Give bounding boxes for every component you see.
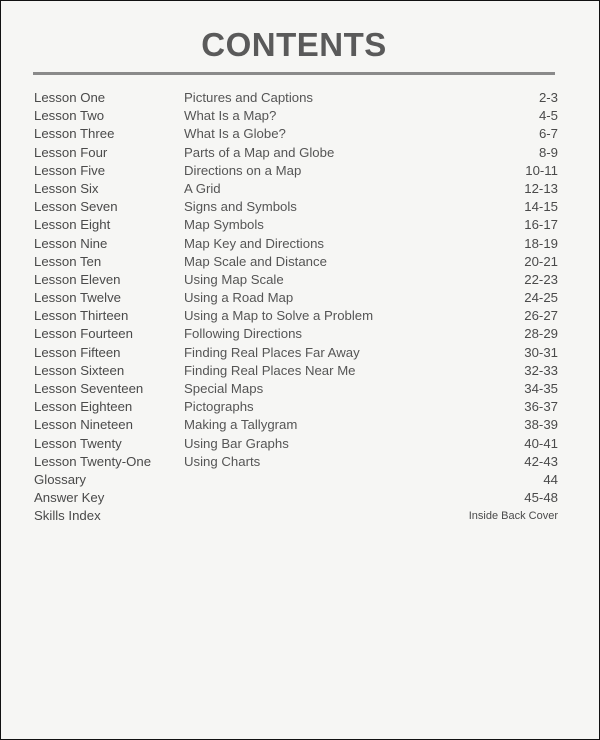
toc-pages: 38-39 xyxy=(524,417,558,433)
toc-topic: A Grid xyxy=(184,180,221,196)
toc-pages: 18-19 xyxy=(524,235,558,251)
toc-pages: 20-21 xyxy=(524,253,558,269)
toc-pages: 6-7 xyxy=(538,126,558,142)
toc-topic: Map Key and Directions xyxy=(184,235,325,251)
toc-pages: 16-17 xyxy=(524,217,558,233)
toc-lesson: Lesson Six xyxy=(34,180,99,196)
toc-lesson: Lesson Five xyxy=(34,162,106,178)
toc-lesson: Lesson Ten xyxy=(34,253,102,269)
toc-topic: Pictographs xyxy=(184,399,254,415)
toc-lesson: Lesson Eighteen xyxy=(34,399,133,415)
toc-lesson: Lesson Fourteen xyxy=(34,326,133,342)
toc-pages: 45-48 xyxy=(524,490,558,506)
toc-row xyxy=(34,289,558,307)
toc-pages: 24-25 xyxy=(524,290,558,306)
toc-topic: Using a Road Map xyxy=(184,290,294,306)
toc-row xyxy=(34,235,558,253)
toc-row xyxy=(34,325,558,343)
toc-pages: 10-11 xyxy=(525,162,558,178)
toc-topic: Special Maps xyxy=(184,381,264,396)
toc-pages: 36-37 xyxy=(524,399,558,415)
toc-topic: Using a Map to Solve a Problem xyxy=(184,308,374,324)
toc-row xyxy=(34,162,558,180)
toc-lesson: Lesson Twenty xyxy=(34,435,122,451)
toc-pages: 2-3 xyxy=(538,90,558,105)
toc-row xyxy=(34,180,558,198)
toc-row xyxy=(34,89,558,107)
toc-pages: 28-29 xyxy=(524,326,558,342)
toc-topic: Using Map Scale xyxy=(184,271,284,287)
toc-row xyxy=(34,507,558,525)
toc-row xyxy=(34,398,558,416)
toc-row xyxy=(34,271,558,289)
toc-lesson: Lesson Seventeen xyxy=(34,381,144,396)
toc-row xyxy=(34,344,558,362)
toc-lesson: Lesson Fifteen xyxy=(34,344,121,360)
toc-topic: Using Bar Graphs xyxy=(184,435,289,451)
toc-row xyxy=(34,362,558,380)
toc-pages: 22-23 xyxy=(524,271,558,287)
toc-row xyxy=(34,253,558,271)
toc-topic: Following Directions xyxy=(184,326,302,342)
toc-lesson: Lesson Twelve xyxy=(34,290,121,306)
toc-row xyxy=(34,471,558,489)
toc-lesson: Answer Key xyxy=(34,490,105,506)
toc-lesson: Lesson Sixteen xyxy=(34,362,125,378)
toc-lesson: Skills Index xyxy=(34,508,101,524)
toc-row xyxy=(34,416,558,434)
toc-topic: Finding Real Places Far Away xyxy=(184,344,360,360)
page-title: CONTENTS xyxy=(201,26,387,63)
title-rule xyxy=(33,72,555,75)
toc-topic: What Is a Map? xyxy=(184,108,277,124)
toc-row xyxy=(34,144,558,162)
toc-lesson: Lesson Three xyxy=(34,126,115,142)
toc-lesson: Lesson Thirteen xyxy=(34,308,129,324)
toc-row xyxy=(34,453,558,471)
toc-pages: 30-31 xyxy=(524,344,558,360)
toc-topic: Using Charts xyxy=(184,453,261,469)
toc-lesson: Lesson Twenty-One xyxy=(34,453,152,469)
toc-pages: 34-35 xyxy=(524,381,558,396)
toc-pages: 4-5 xyxy=(538,108,558,124)
toc-row xyxy=(34,380,558,398)
toc-pages: 40-41 xyxy=(524,435,558,451)
toc-row xyxy=(34,125,558,143)
toc-topic: Signs and Symbols xyxy=(184,199,297,215)
toc-topic: Making a Tallygram xyxy=(184,417,298,433)
toc-topic: Map Symbols xyxy=(184,217,264,233)
toc-pages: 42-43 xyxy=(524,453,558,469)
toc-lesson: Lesson One xyxy=(34,90,106,105)
toc-lesson: Lesson Seven xyxy=(34,199,118,215)
toc-topic: Finding Real Places Near Me xyxy=(184,362,356,378)
toc-pages: 8-9 xyxy=(538,144,558,160)
toc-lesson: Lesson Nine xyxy=(34,235,108,251)
toc-topic: Parts of a Map and Globe xyxy=(184,144,335,160)
toc-row xyxy=(34,216,558,234)
toc-lesson: Lesson Eight xyxy=(34,217,111,233)
toc-pages: 14-15 xyxy=(524,199,558,215)
table-of-contents xyxy=(34,89,558,526)
toc-row xyxy=(34,107,558,125)
toc-row xyxy=(34,489,558,507)
toc-lesson: Lesson Two xyxy=(34,108,105,124)
toc-pages: 12-13 xyxy=(524,180,558,196)
toc-lesson: Glossary xyxy=(34,471,87,487)
toc-row xyxy=(34,307,558,325)
toc-topic: Pictures and Captions xyxy=(184,90,314,105)
toc-lesson: Lesson Eleven xyxy=(34,271,121,287)
toc-topic: Map Scale and Distance xyxy=(184,253,327,269)
toc-topic: What Is a Globe? xyxy=(184,126,286,142)
toc-pages: Inside Back Cover xyxy=(468,510,558,523)
toc-pages: 32-33 xyxy=(524,362,558,378)
toc-pages: 44 xyxy=(543,471,558,487)
toc-lesson: Lesson Nineteen xyxy=(34,417,133,433)
toc-pages: 26-27 xyxy=(524,308,558,324)
toc-row xyxy=(34,435,558,453)
toc-topic: Directions on a Map xyxy=(184,162,302,178)
toc-row xyxy=(34,198,558,216)
toc-lesson: Lesson Four xyxy=(34,144,108,160)
